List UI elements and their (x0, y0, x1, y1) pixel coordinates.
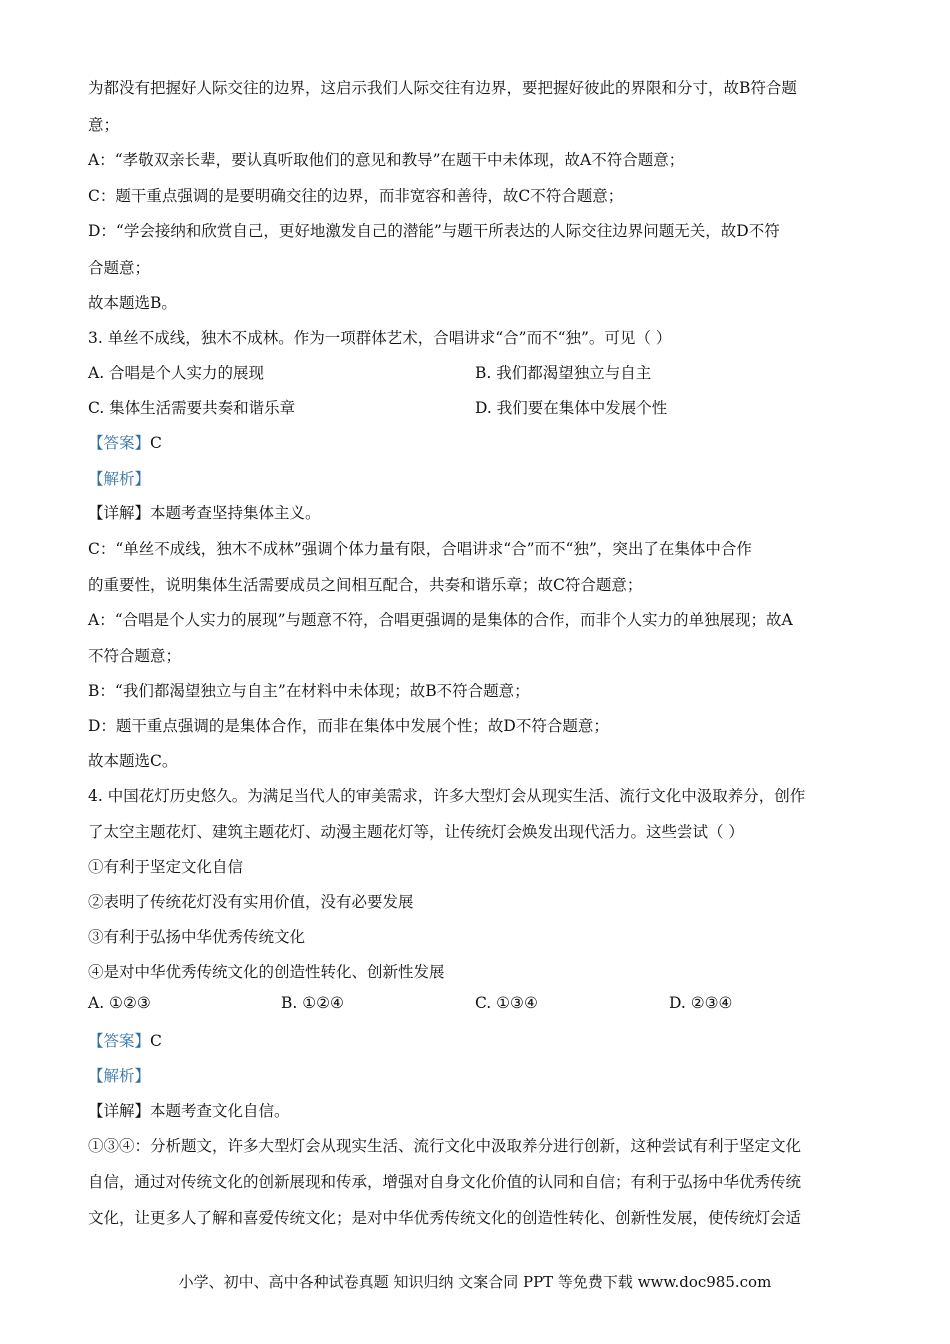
q3-option-c: C. 集体生活需要共奏和谐乐章 (88, 399, 296, 417)
q4-item-3: ③有利于弘扬中华优秀传统文化 (88, 928, 306, 946)
q4-option-d: D. ②③④ (669, 994, 733, 1012)
q3-option-b-analysis: B：“我们都渴望独立与自主”在材料中未体现；故B不符合题意； (88, 682, 530, 700)
q3-stem: 3. 单丝不成线，独木不成林。作为一项群体艺术，合唱讲求“合”而不“独”。可见（ ） (88, 329, 672, 347)
q4-option-c: C. ①③④ (475, 994, 538, 1012)
q4-option-b: B. ①②④ (281, 994, 344, 1012)
q2-analysis-line: 为都没有把握好人际交往的边界，这启示我们人际交往有边界，要把握好彼此的界限和分寸，故B符合题 (88, 79, 797, 97)
answer-value: C (150, 434, 162, 452)
q3-option-a-analysis-cont: 不符合题意； (88, 647, 182, 665)
q3-answer (88, 431, 162, 453)
q4-analysis-paragraph: ①③④：分析题文，许多大型灯会从现实生活、流行文化中汲取养分进行创新，这种尝试有利于坚定文化 (88, 1137, 802, 1155)
q4-analysis-paragraph: 文化，让更多人了解和喜爱传统文化；是对中华优秀传统文化的创造性转化、创新性发展，使传统灯会适 (88, 1209, 802, 1227)
q4-answer (88, 1029, 162, 1051)
answer-tag: 【答案】 (88, 434, 151, 452)
q4-stem: 4. 中国花灯历史悠久。为满足当代人的审美需求，许多大型灯会从现实生活、流行文化中汲取养分，创作 (88, 787, 806, 805)
q2-conclusion: 故本题选B。 (88, 294, 177, 312)
page-footer: 小学、初中、高中各种试卷真题 知识归纳 文案合同 PPT 等免费下载 www.doc985.com (178, 1273, 772, 1291)
q3-option-d-analysis: D：题干重点强调的是集体合作，而非在集体中发展个性；故D不符合题意； (88, 717, 609, 735)
q4-stem-cont: 了太空主题花灯、建筑主题花灯、动漫主题花灯等，让传统灯会焕发出现代活力。这些尝试（ ） (88, 823, 744, 841)
q3-detail: 【详解】本题考查坚持集体主义。 (88, 504, 321, 522)
q4-item-2: ②表明了传统花灯没有实用价值，没有必要发展 (88, 893, 414, 911)
q2-analysis-line: 意； (88, 116, 120, 134)
answer-value: C (150, 1032, 162, 1050)
q4-option-a: A. ①②③ (88, 994, 151, 1012)
q3-option-a: A. 合唱是个人实力的展现 (88, 364, 265, 382)
q2-option-d-analysis: D：“学会接纳和欣赏自己，更好地激发自己的潜能”与题干所表达的人际交往边界问题无关，故D不符 (88, 222, 780, 240)
q4-detail: 【详解】本题考查文化自信。 (88, 1102, 290, 1120)
q3-conclusion: 故本题选C。 (88, 752, 178, 770)
q4-item-4: ④是对中华优秀传统文化的创造性转化、创新性发展 (88, 963, 445, 981)
q3-option-a-analysis: A：“合唱是个人实力的展现”与题意不符，合唱更强调的是集体的合作，而非个人实力的单独展现；故A (88, 611, 793, 629)
q3-option-d: D. 我们要在集体中发展个性 (475, 399, 668, 417)
q2-option-a-analysis: A：“孝敬双亲长辈，要认真听取他们的意见和教导”在题干中未体现，故A不符合题意； (88, 151, 685, 169)
q3-option-b: B. 我们都渴望独立与自主 (475, 364, 652, 382)
q3-analysis-tag: 【解析】 (88, 470, 151, 488)
q4-item-1: ①有利于坚定文化自信 (88, 858, 244, 876)
q4-analysis-tag: 【解析】 (88, 1067, 151, 1085)
q2-option-d-analysis-cont: 合题意； (88, 259, 151, 277)
q4-analysis-paragraph: 自信，通过对传统文化的创新展现和传承，增强对自身文化价值的认同和自信；有利于弘扬中华优秀传统 (88, 1173, 802, 1191)
q2-option-c-analysis: C：题干重点强调的是要明确交往的边界，而非宽容和善待，故C不符合题意； (88, 187, 624, 205)
q3-option-c-analysis-cont: 的重要性，说明集体生活需要成员之间相互配合，共奏和谐乐章；故C符合题意； (88, 576, 643, 594)
answer-tag: 【答案】 (88, 1032, 151, 1050)
q3-option-c-analysis: C：“单丝不成线，独木不成林”强调个体力量有限，合唱讲求“合”而不“独”，突出了在集体中合作 (88, 540, 752, 558)
